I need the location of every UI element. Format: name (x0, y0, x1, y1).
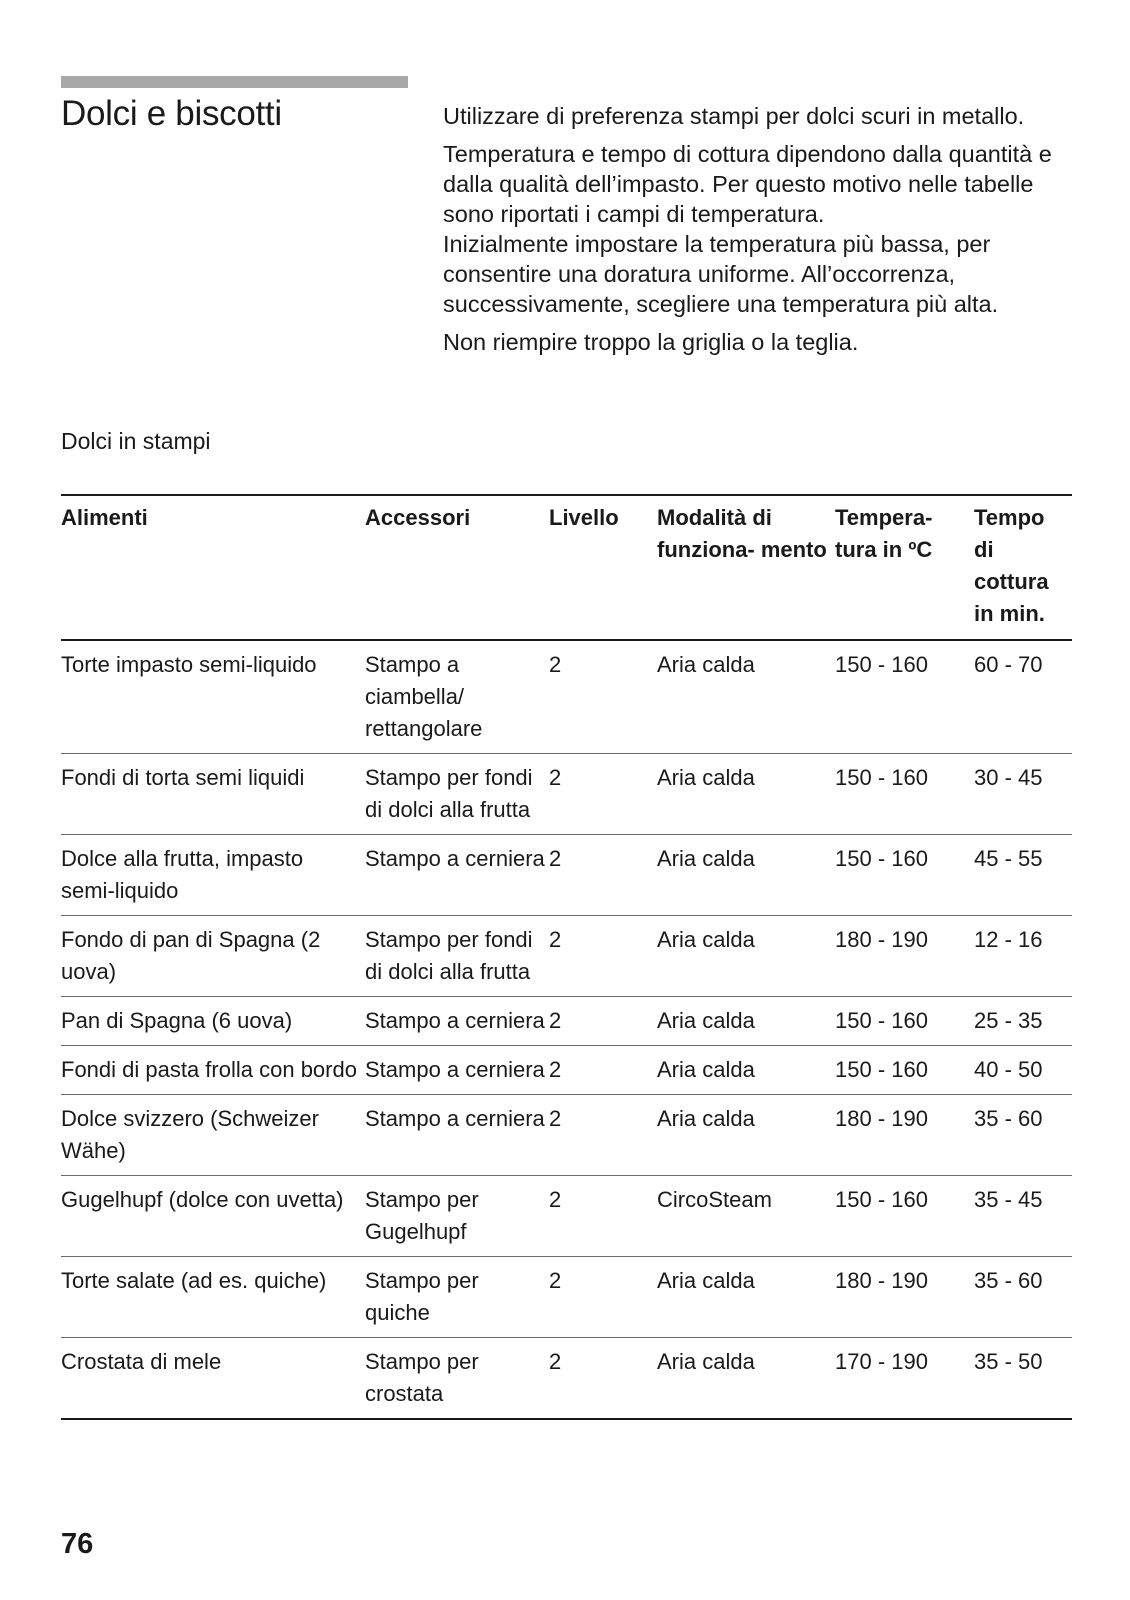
section-header-bar (61, 76, 408, 88)
cell-livello: 2 (549, 1106, 562, 1131)
header-temperatura: Tempera- tura in ºC (835, 505, 933, 562)
cell-livello: 2 (549, 765, 562, 790)
cell-alimenti: Dolce alla frutta, impasto semi-liquido (61, 846, 304, 903)
table-header-row (61, 495, 1072, 640)
cell-modalita: CircoSteam (657, 1187, 772, 1212)
cell-accessori: Stampo per fondi di dolci alla frutta (365, 765, 533, 822)
cell-modalita: Aria calda (657, 1057, 755, 1082)
cell-alimenti: Torte impasto semi-liquido (61, 652, 317, 677)
cell-temperatura: 150 - 160 (835, 846, 928, 871)
cell-alimenti: Crostata di mele (61, 1349, 222, 1374)
cell-modalita: Aria calda (657, 1268, 755, 1293)
cell-accessori: Stampo per fondi di dolci alla frutta (365, 927, 533, 984)
cell-alimenti: Fondo di pan di Spagna (2 uova) (61, 927, 321, 984)
cell-livello: 2 (549, 927, 562, 952)
cell-accessori: Stampo per Gugelhupf (365, 1187, 479, 1244)
cell-tempo: 25 - 35 (974, 1008, 1043, 1033)
table-row (61, 997, 1072, 1046)
header-livello: Livello (549, 505, 619, 530)
header-modalita: Modalità di funziona- mento (657, 505, 827, 562)
intro-paragraph: Utilizzare di preferenza stampi per dolci scuri in metallo. (443, 103, 1025, 129)
cell-alimenti: Gugelhupf (dolce con uvetta) (61, 1187, 344, 1212)
table-row (61, 640, 1072, 754)
cell-alimenti: Torte salate (ad es. quiche) (61, 1268, 327, 1293)
header-accessori: Accessori (365, 505, 471, 530)
cell-temperatura: 150 - 160 (835, 652, 928, 677)
cell-tempo: 35 - 45 (974, 1187, 1043, 1212)
cell-alimenti: Dolce svizzero (Schweizer Wähe) (61, 1106, 319, 1163)
table-row (61, 1046, 1072, 1095)
table-row (61, 1095, 1072, 1176)
table-row (61, 835, 1072, 916)
cell-accessori: Stampo per crostata (365, 1349, 479, 1406)
table-row (61, 754, 1072, 835)
header-alimenti: Alimenti (61, 505, 148, 530)
cell-modalita: Aria calda (657, 652, 755, 677)
cell-temperatura: 150 - 160 (835, 1057, 928, 1082)
intro-paragraph: Temperatura e tempo di cottura dipendono dalla quantità e dalla qualità dell’impasto. Per questo motivo nelle tabelle sono riportati i campi di temperatura. (443, 141, 1052, 227)
cell-alimenti: Pan di Spagna (6 uova) (61, 1008, 293, 1033)
cell-temperatura: 180 - 190 (835, 927, 928, 952)
cell-temperatura: 180 - 190 (835, 1268, 928, 1293)
cell-modalita: Aria calda (657, 1349, 755, 1374)
cell-modalita: Aria calda (657, 927, 755, 952)
table-row (61, 1338, 1072, 1420)
cell-accessori: Stampo a ciambella/ rettangolare (365, 652, 483, 741)
intro-paragraph: Non riempire troppo la griglia o la teglia. (443, 329, 859, 355)
cell-tempo: 30 - 45 (974, 765, 1043, 790)
cell-temperatura: 150 - 160 (835, 1187, 928, 1212)
cell-livello: 2 (549, 1057, 562, 1082)
cell-accessori: Stampo per quiche (365, 1268, 479, 1325)
cell-temperatura: 180 - 190 (835, 1106, 928, 1131)
cell-modalita: Aria calda (657, 846, 755, 871)
cell-modalita: Aria calda (657, 1106, 755, 1131)
cell-livello: 2 (549, 1349, 562, 1374)
page-number: 76 (61, 1528, 94, 1560)
cell-accessori: Stampo a cerniera (365, 1106, 545, 1131)
cell-accessori: Stampo a cerniera (365, 846, 545, 871)
section-subtitle: Dolci in stampi (61, 428, 211, 454)
cell-tempo: 35 - 60 (974, 1268, 1043, 1293)
cell-tempo: 40 - 50 (974, 1057, 1043, 1082)
cell-tempo: 12 - 16 (974, 927, 1043, 952)
cell-accessori: Stampo a cerniera (365, 1057, 545, 1082)
cell-temperatura: 150 - 160 (835, 765, 928, 790)
cell-livello: 2 (549, 1008, 562, 1033)
cell-tempo: 60 - 70 (974, 652, 1043, 677)
cell-alimenti: Fondi di torta semi liquidi (61, 765, 305, 790)
page-title: Dolci e biscotti (61, 94, 282, 133)
cell-temperatura: 170 - 190 (835, 1349, 928, 1374)
intro-paragraph: Inizialmente impostare la temperatura più bassa, per consentire una doratura uniforme. All’occorrenza, successivamente, scegliere una temperatura più alta. (443, 231, 999, 317)
cell-tempo: 45 - 55 (974, 846, 1043, 871)
cell-alimenti: Fondi di pasta frolla con bordo (61, 1057, 357, 1082)
cell-modalita: Aria calda (657, 765, 755, 790)
cell-livello: 2 (549, 1268, 562, 1293)
intro-text (443, 101, 1083, 365)
table-row (61, 1257, 1072, 1338)
cell-tempo: 35 - 60 (974, 1106, 1043, 1131)
cell-temperatura: 150 - 160 (835, 1008, 928, 1033)
cell-tempo: 35 - 50 (974, 1349, 1043, 1374)
cooking-table (61, 494, 1072, 1420)
table-row (61, 1176, 1072, 1257)
cell-livello: 2 (549, 846, 562, 871)
cell-modalita: Aria calda (657, 1008, 755, 1033)
cell-accessori: Stampo a cerniera (365, 1008, 545, 1033)
table-row (61, 916, 1072, 997)
cell-livello: 2 (549, 652, 562, 677)
cell-livello: 2 (549, 1187, 562, 1212)
header-tempo: Tempo di cottura in min. (974, 505, 1049, 626)
